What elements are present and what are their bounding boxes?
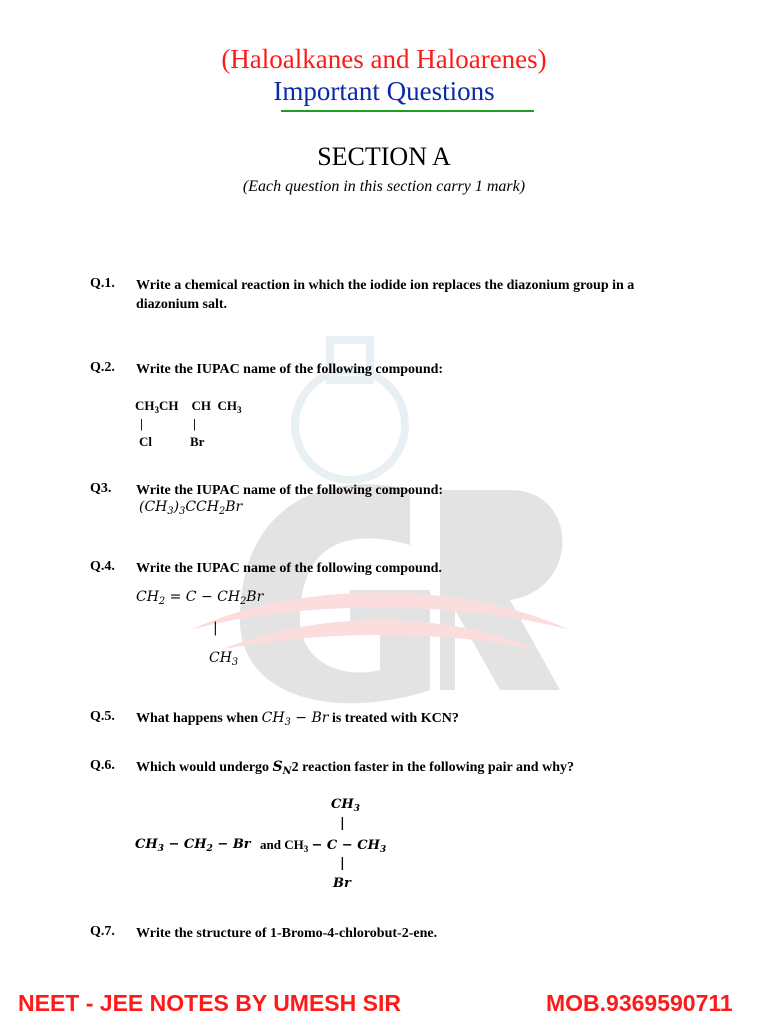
- question-6-compound-1: $CH_3 - CH_2 - Br$: [135, 837, 251, 854]
- subtitle-underline: [281, 110, 534, 112]
- question-2-substituent-cl: Cl: [139, 434, 152, 449]
- question-6-sn-symbol: $S_N$: [272, 759, 292, 777]
- question-6-bromo-bottom: Br: [333, 876, 351, 891]
- question-2-bond-2: |: [193, 416, 196, 431]
- question-2-bond-1: |: [140, 416, 143, 431]
- question-6-and-text: and CH: [260, 837, 304, 852]
- question-4-number: Q.4.: [90, 559, 115, 574]
- question-6-text-after: 2 reaction faster in the following pair and why?: [291, 760, 574, 775]
- question-5-formula: $CH_3 - Br$: [261, 710, 329, 728]
- question-6-compound-2: − $C - CH_3$: [311, 838, 387, 855]
- question-3-formula: $(CH_3)_3CCH_2Br$: [139, 499, 243, 517]
- question-5-text-before: What happens when: [136, 711, 259, 726]
- document-subtitle: Important Questions: [273, 76, 495, 106]
- question-4-formula-main: $CH_2 = C - CH_2Br$: [136, 589, 264, 607]
- question-7-number: Q.7.: [90, 924, 115, 939]
- question-5-text: [136, 709, 696, 728]
- footer-phone: MOB.9369590711: [546, 990, 733, 1016]
- question-5-text-after: is treated with KCN?: [331, 711, 459, 726]
- footer-notes-label: NEET - JEE NOTES BY UMESH SIR: [18, 990, 401, 1016]
- question-2-substituent-br: Br: [190, 434, 205, 449]
- question-4-formula-methyl: $CH_3$: [209, 650, 239, 668]
- question-4-text: Write the IUPAC name of the following compound.: [136, 561, 442, 576]
- question-6-text-before: Which would undergo: [136, 760, 270, 775]
- question-6-bond-top: |: [340, 816, 345, 831]
- question-2-structure-main: $CH_3CH$ CH $CH_3$: [135, 398, 242, 415]
- question-6-and-label: and $CH_3 - C - CH_3$: [260, 837, 387, 855]
- question-6-number: Q.6.: [90, 758, 115, 773]
- question-3-number: Q3.: [90, 481, 112, 496]
- question-5-number: Q.5.: [90, 709, 115, 724]
- question-1-text: Write a chemical reaction in which the iodide ion replaces the diazonium group in a diazonium salt.: [136, 278, 635, 312]
- document-topic: (Haloalkanes and Haloarenes): [221, 44, 547, 74]
- question-1-number: Q.1.: [90, 276, 115, 291]
- question-7-text: Write the structure of 1-Bromo-4-chlorobut-2-ene.: [136, 926, 438, 941]
- question-6-text: [136, 758, 696, 777]
- section-note: (Each question in this section carry 1 mark): [242, 178, 526, 195]
- question-6-bond-bottom: |: [340, 856, 345, 871]
- question-2-number: Q.2.: [90, 360, 115, 375]
- section-heading: SECTION A: [317, 142, 451, 171]
- question-4-bond: |: [213, 620, 218, 636]
- question-3-text: Write the IUPAC name of the following compound:: [136, 483, 444, 498]
- question-2-text: Write the IUPAC name of the following compound:: [136, 362, 444, 377]
- question-6-methyl-top: $CH_3$: [331, 797, 360, 814]
- flask-gr-logo-icon: [180, 330, 580, 710]
